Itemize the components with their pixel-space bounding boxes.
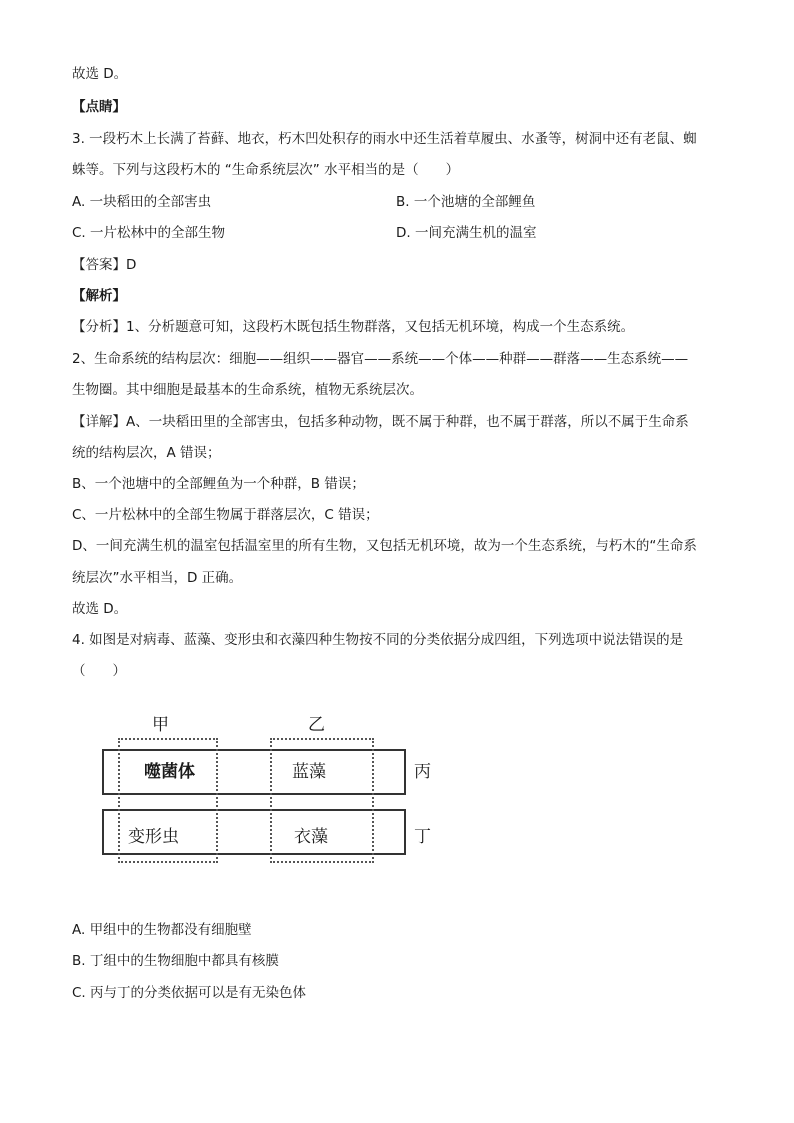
line-guxuan-d-1: 故选 D。 bbox=[72, 66, 128, 82]
xiangjie-line-3: B、一个池塘中的全部鲤鱼为一个种群，B 错误； bbox=[72, 476, 365, 492]
organism-chlamydomonas: 衣藻 bbox=[294, 827, 328, 847]
organism-phage: 噬菌体 bbox=[144, 762, 195, 782]
classification-diagram bbox=[96, 712, 436, 872]
label-jia: 甲 bbox=[152, 715, 169, 735]
q3-option-a: A. 一块稻田的全部害虫 bbox=[72, 194, 212, 210]
label-bing: 丙 bbox=[414, 762, 431, 782]
xiangjie-line-5: D、一间充满生机的温室包括温室里的所有生物，又包括无机环境，故为一个生态系统，与朽木的“生命系 bbox=[72, 538, 697, 554]
answer-line: 【答案】D bbox=[72, 257, 137, 273]
xiangjie-line-2: 统的结构层次，A 错误； bbox=[72, 445, 221, 461]
organism-amoeba: 变形虫 bbox=[128, 827, 179, 847]
jiexi-heading: 【解析】 bbox=[72, 288, 126, 304]
label-yi: 乙 bbox=[308, 715, 325, 735]
organism-cyanobacteria: 蓝藻 bbox=[292, 762, 326, 782]
xiangjie-line-4: C、一片松林中的全部生物属于群落层次，C 错误； bbox=[72, 507, 379, 523]
fenxi-line-1: 【分析】1、分析题意可知，这段朽木既包括生物群落，又包括无机环境，构成一个生态系统。 bbox=[72, 319, 635, 335]
dianjing-heading: 【点睛】 bbox=[72, 99, 126, 115]
question-4-line-2: （ ） bbox=[72, 663, 126, 679]
label-ding: 丁 bbox=[414, 827, 431, 847]
fenxi-line-3: 生物圈。其中细胞是最基本的生命系统，植物无系统层次。 bbox=[72, 382, 423, 398]
question-3-line-2: 蛛等。下列与这段朽木的 “生命系统层次” 水平相当的是（ ） bbox=[72, 162, 460, 178]
xiangjie-line-1: 【详解】A、一块稻田里的全部害虫，包括多种动物，既不属于种群，也不属于群落，所以不属于生命系 bbox=[72, 414, 689, 430]
q3-option-d: D. 一间充满生机的温室 bbox=[396, 225, 537, 241]
q4-option-a: A. 甲组中的生物都没有细胞壁 bbox=[72, 922, 252, 938]
q3-option-c: C. 一片松林中的全部生物 bbox=[72, 225, 226, 241]
q4-option-b: B. 丁组中的生物细胞中都具有核膜 bbox=[72, 953, 279, 969]
xiangjie-line-6: 统层次”水平相当，D 正确。 bbox=[72, 570, 243, 586]
q4-option-c: C. 丙与丁的分类依据可以是有无染色体 bbox=[72, 985, 307, 1001]
fenxi-line-2: 2、生命系统的结构层次：细胞——组织——器官——系统——个体——种群——群落——生态系统—— bbox=[72, 351, 689, 367]
line-guxuan-d-2: 故选 D。 bbox=[72, 601, 128, 617]
question-4-line-1: 4. 如图是对病毒、蓝藻、变形虫和衣藻四种生物按不同的分类依据分成四组，下列选项中说法错误的是 bbox=[72, 632, 684, 648]
q3-option-b: B. 一个池塘的全部鲤鱼 bbox=[396, 194, 536, 210]
question-3-line-1: 3. 一段朽木上长满了苔藓、地衣，朽木凹处积存的雨水中还生活着草履虫、水蚤等，树洞中还有老鼠、蜘 bbox=[72, 131, 697, 147]
